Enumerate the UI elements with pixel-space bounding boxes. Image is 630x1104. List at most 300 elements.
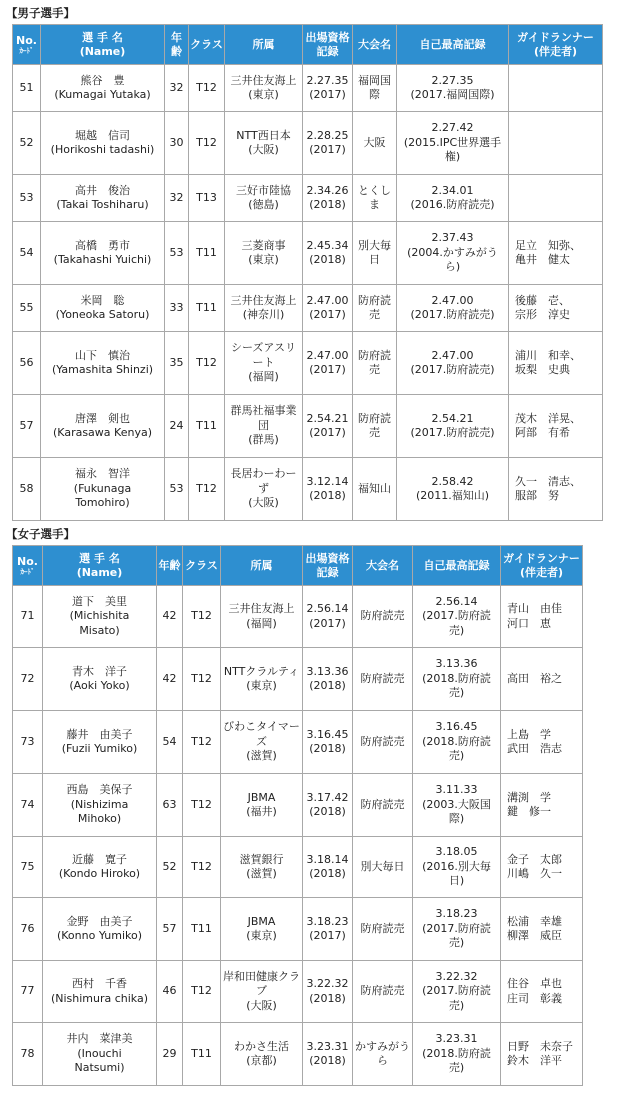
cell-name-line: (Kondo Hiroko) <box>58 867 141 880</box>
cell-qual-line: (2018) <box>309 198 346 211</box>
cell-name-line: 熊谷 豊 <box>80 73 125 87</box>
cell-age-value: 42 <box>162 671 177 685</box>
cell-no-value: 77 <box>20 984 35 998</box>
table-row <box>13 65 603 112</box>
cell-age <box>165 112 189 175</box>
header-no-line: ｶｰﾄﾞ <box>19 46 34 55</box>
header-guide <box>501 546 583 586</box>
cell-qual <box>303 586 353 648</box>
cell-best-line: 2.56.14 <box>435 594 478 608</box>
header-best-line: 自己最高記録 <box>419 37 486 51</box>
cell-name-line: Misato) <box>79 623 120 637</box>
cell-affiliation-line: 三好市陸協 <box>236 183 291 197</box>
cell-no <box>13 222 41 285</box>
cell-best <box>413 961 501 1023</box>
header-no <box>13 25 41 65</box>
cell-affiliation <box>221 648 303 711</box>
cell-best-line: 権) <box>444 150 461 164</box>
header-guide-line: ガイドランナー <box>503 551 580 565</box>
header-qual <box>303 546 353 586</box>
table-row <box>13 112 603 175</box>
cell-name-line: (Michishita <box>69 609 130 623</box>
cell-name <box>41 112 165 175</box>
cell-class <box>183 898 221 961</box>
header-row <box>13 546 583 586</box>
cell-class-value: T12 <box>196 135 217 149</box>
cell-no-value: 56 <box>19 355 34 369</box>
cell-class-value: T12 <box>191 984 212 998</box>
cell-age <box>157 837 183 898</box>
header-class-line: クラス <box>190 37 223 51</box>
cell-name-line: 青木 洋子 <box>72 664 127 678</box>
men-section-title: 【男子選手】 <box>6 6 75 20</box>
cell-event-line: 別大毎 <box>358 238 391 252</box>
cell-affiliation-line: (福岡) <box>248 370 279 384</box>
cell-class <box>183 1023 221 1086</box>
header-guide-line: (伴走者) <box>519 565 564 579</box>
cell-guide-line: 後藤 壱、 <box>515 293 570 307</box>
header-name-line: 選 手 名 <box>82 30 123 44</box>
cell-best-line: 売) <box>448 623 465 637</box>
cell-event <box>353 65 397 112</box>
cell-no <box>13 648 43 711</box>
cell-name-line: (Kumagai Yutaka) <box>54 88 151 101</box>
cell-name-line: 山下 慎治 <box>75 348 130 362</box>
table-row <box>13 586 583 648</box>
cell-name-line: 高井 俊治 <box>75 183 130 197</box>
cell-age-value: 46 <box>162 984 177 998</box>
cell-guide <box>501 648 583 711</box>
header-best-line: 自己最高記録 <box>423 558 490 572</box>
cell-name <box>43 1023 157 1086</box>
header-age <box>165 25 189 65</box>
cell-age <box>157 961 183 1023</box>
header-name-line: 選 手 名 <box>79 551 120 565</box>
cell-best <box>397 332 509 395</box>
header-qual-line: 記録 <box>316 565 339 579</box>
cell-event-line: 防府読 <box>358 293 391 307</box>
cell-best-line: (2004.かすみがう <box>407 245 498 259</box>
cell-no <box>13 961 43 1023</box>
cell-class <box>183 648 221 711</box>
cell-age-value: 53 <box>169 481 184 495</box>
header-event <box>353 25 397 65</box>
cell-name <box>41 395 165 458</box>
cell-name <box>41 175 165 222</box>
cell-best-line: 3.23.31 <box>435 1032 478 1046</box>
cell-guide-line: 高田 裕之 <box>507 671 562 685</box>
cell-qual <box>303 898 353 961</box>
cell-qual-line: (2018) <box>309 805 346 818</box>
cell-affiliation-line: 群馬社福事業 <box>230 404 297 418</box>
header-no-line: ｶｰﾄﾞ <box>20 567 35 576</box>
cell-best-line: 売) <box>448 998 465 1012</box>
cell-name-line: 西島 美保子 <box>66 783 133 797</box>
cell-no <box>13 898 43 961</box>
cell-age <box>157 586 183 648</box>
cell-name-line: 福永 智洋 <box>75 467 130 481</box>
cell-affiliation <box>221 961 303 1023</box>
cell-best <box>413 586 501 648</box>
cell-affiliation-line: (東京) <box>248 253 279 266</box>
header-age <box>157 546 183 586</box>
cell-name <box>43 648 157 711</box>
cell-class-value: T11 <box>196 300 217 314</box>
table-row <box>13 395 603 458</box>
cell-name <box>41 222 165 285</box>
cell-guide-line: 上島 学 <box>507 727 551 741</box>
table-row <box>13 774 583 837</box>
cell-name-line: (Konno Yumiko) <box>56 929 143 942</box>
cell-qual <box>303 458 353 521</box>
header-age-line: 年齢 <box>171 30 182 58</box>
cell-class-value: T12 <box>191 859 212 873</box>
cell-age <box>157 711 183 774</box>
cell-best <box>413 648 501 711</box>
cell-affiliation-line: (東京) <box>246 679 277 692</box>
table-row <box>13 898 583 961</box>
cell-name-line: 近藤 寛子 <box>72 852 127 866</box>
cell-affiliation-line: わかさ生活 <box>234 1039 289 1053</box>
cell-no <box>13 837 43 898</box>
cell-class-value: T13 <box>196 190 217 204</box>
cell-guide-line: 阿部 有希 <box>515 426 570 439</box>
header-name-line: (Name) <box>76 565 123 579</box>
cell-affiliation <box>225 458 303 521</box>
cell-best-line: 2.47.00 <box>431 293 474 307</box>
cell-guide-line: 鍵 修一 <box>507 805 551 818</box>
cell-class <box>189 112 225 175</box>
cell-qual <box>303 774 353 837</box>
cell-best <box>397 395 509 458</box>
header-guide-line: ガイドランナー <box>517 30 594 44</box>
cell-affiliation <box>225 175 303 222</box>
cell-qual-line: 2.47.00 <box>306 293 349 307</box>
cell-qual-line: 2.34.26 <box>306 183 349 197</box>
cell-age <box>165 222 189 285</box>
cell-class-value: T11 <box>196 245 217 259</box>
cell-name-line: Natsumi) <box>74 1061 125 1075</box>
cell-guide-line: 溝渕 学 <box>507 790 551 804</box>
cell-name <box>43 837 157 898</box>
cell-event <box>353 285 397 332</box>
cell-no <box>13 285 41 332</box>
cell-no <box>13 458 41 521</box>
cell-guide-line: 河口 恵 <box>507 616 551 630</box>
header-event-line: 大会名 <box>366 558 399 572</box>
cell-class <box>189 65 225 112</box>
cell-best-line: (2017.防府読売) <box>410 426 495 439</box>
cell-name <box>43 586 157 648</box>
cell-best-line: 3.16.45 <box>435 720 478 734</box>
cell-qual <box>303 837 353 898</box>
cell-affiliation-line: (福岡) <box>246 616 277 630</box>
cell-qual <box>303 1023 353 1086</box>
cell-class <box>183 711 221 774</box>
cell-class-value: T12 <box>196 80 217 94</box>
header-affiliation <box>225 25 303 65</box>
cell-guide-line: 武田 浩志 <box>507 742 562 755</box>
header-affiliation <box>221 546 303 586</box>
cell-best-line: 2.34.01 <box>431 183 474 197</box>
cell-qual <box>303 222 353 285</box>
cell-no <box>13 395 41 458</box>
cell-guide <box>501 898 583 961</box>
cell-class <box>183 837 221 898</box>
cell-guide <box>509 222 603 285</box>
cell-name <box>43 961 157 1023</box>
cell-guide-line: 松浦 幸雄 <box>507 914 562 928</box>
cell-age-value: 32 <box>169 80 184 94</box>
header-qual <box>303 25 353 65</box>
cell-best <box>413 898 501 961</box>
cell-best-line: 3.22.32 <box>435 969 478 983</box>
header-qual-line: 出場資格 <box>305 30 350 44</box>
cell-best-line: 2.47.00 <box>431 348 474 362</box>
cell-guide <box>501 586 583 648</box>
cell-event-line: かすみがう <box>355 1039 410 1053</box>
cell-class-value: T11 <box>196 418 217 432</box>
cell-guide <box>509 175 603 222</box>
cell-qual-line: 2.45.34 <box>306 238 349 252</box>
table-row <box>13 222 603 285</box>
cell-no-value: 76 <box>20 921 35 935</box>
cell-affiliation-line: (東京) <box>248 88 279 101</box>
cell-guide-line: 鈴木 洋平 <box>507 1054 562 1067</box>
cell-no <box>13 586 43 648</box>
header-row <box>13 25 603 65</box>
cell-name-line: 唐澤 剣也 <box>75 411 130 425</box>
cell-qual-line: 3.16.45 <box>306 727 349 741</box>
cell-no <box>13 1023 43 1086</box>
cell-best-line: 売) <box>448 749 465 763</box>
cell-affiliation-line: (京都) <box>246 1054 277 1067</box>
cell-guide-line: 浦川 和幸、 <box>515 348 581 362</box>
header-age-line: 年齢 <box>158 558 181 572</box>
cell-event <box>353 774 413 837</box>
cell-guide-line: 柳澤 威臣 <box>507 929 562 942</box>
cell-affiliation-line: (神奈川) <box>242 308 285 321</box>
header-name <box>41 25 165 65</box>
header-best <box>397 25 509 65</box>
cell-name <box>41 458 165 521</box>
cell-no <box>13 332 41 395</box>
cell-class-value: T12 <box>196 355 217 369</box>
cell-qual-line: 3.18.23 <box>306 914 349 928</box>
cell-age-value: 30 <box>169 135 184 149</box>
cell-class-value: T12 <box>191 797 212 811</box>
cell-best-line: (2017.福岡国際) <box>410 88 495 101</box>
cell-name-line: (Aoki Yoko) <box>69 679 130 692</box>
cell-guide-line: 久一 清志、 <box>515 474 581 488</box>
cell-name-line: 高橋 勇市 <box>75 238 130 252</box>
cell-qual-line: 3.17.42 <box>306 790 349 804</box>
cell-best <box>397 175 509 222</box>
header-event <box>353 546 413 586</box>
header-name-line: (Name) <box>79 44 126 58</box>
cell-affiliation-line: 団 <box>258 418 269 432</box>
cell-best-line: (2011.福知山) <box>415 489 490 502</box>
cell-name <box>43 711 157 774</box>
header-guide-line: (伴走者) <box>533 44 578 58</box>
table-row <box>13 837 583 898</box>
table-row <box>13 648 583 711</box>
cell-class <box>189 175 225 222</box>
cell-name <box>41 332 165 395</box>
cell-affiliation <box>225 222 303 285</box>
cell-no <box>13 65 41 112</box>
cell-age-value: 54 <box>162 734 177 748</box>
cell-class-value: T12 <box>196 481 217 495</box>
cell-guide-line: 足立 知弥、 <box>515 238 581 252</box>
cell-affiliation <box>221 774 303 837</box>
cell-guide-line: 服部 努 <box>515 489 559 502</box>
cell-no <box>13 774 43 837</box>
cell-name-line: 藤井 由美子 <box>66 727 133 741</box>
cell-best-line: (2016.防府読売) <box>410 198 495 211</box>
cell-qual-line: (2018) <box>309 867 346 880</box>
cell-affiliation-line: 長居わーわー <box>230 467 297 481</box>
cell-qual-line: 3.12.14 <box>306 474 349 488</box>
cell-affiliation-line: 三菱商事 <box>241 238 286 252</box>
cell-event-line: 際 <box>369 88 380 101</box>
header-best <box>413 546 501 586</box>
cell-qual-line: (2018) <box>309 489 346 502</box>
cell-age-value: 24 <box>169 418 184 432</box>
cell-affiliation-line: JBMA <box>247 914 276 928</box>
cell-name-line: (Inouchi <box>77 1046 122 1060</box>
cell-best <box>397 222 509 285</box>
header-event-line: 大会名 <box>358 37 391 51</box>
cell-best-line: (2017.防府読 <box>422 609 491 623</box>
cell-event <box>353 332 397 395</box>
cell-best-line: 売) <box>448 936 465 950</box>
cell-no-value: 52 <box>19 135 34 149</box>
cell-best-line: 2.27.35 <box>431 73 474 87</box>
cell-affiliation-line: (大阪) <box>248 143 279 156</box>
cell-affiliation-line: NTTクラルティ <box>223 664 300 678</box>
cell-event <box>353 961 413 1023</box>
cell-qual-line: 2.28.25 <box>306 128 349 142</box>
cell-qual-line: 3.22.32 <box>306 977 349 990</box>
cell-qual <box>303 711 353 774</box>
cell-best-line: 2.37.43 <box>431 231 474 245</box>
cell-best-line: (2017.防府読売) <box>410 363 495 376</box>
cell-no-value: 75 <box>20 859 35 873</box>
cell-guide <box>509 458 603 521</box>
cell-affiliation-line: ズ <box>256 734 267 748</box>
cell-best-line: 3.18.05 <box>435 845 478 859</box>
cell-affiliation-line: 三井住友海上 <box>228 602 295 615</box>
cell-best <box>413 774 501 837</box>
cell-qual <box>303 65 353 112</box>
cell-guide-line: 茂木 洋晃、 <box>515 411 581 425</box>
cell-event-line: 福岡国 <box>358 73 391 87</box>
cell-event-line: 防府読売 <box>360 921 405 935</box>
cell-event <box>353 648 413 711</box>
cell-best-line: 3.11.33 <box>435 783 478 797</box>
cell-qual-line: 3.23.31 <box>306 1039 349 1053</box>
cell-event <box>353 222 397 285</box>
cell-qual-line: 2.54.21 <box>306 411 349 425</box>
cell-age-value: 29 <box>162 1046 177 1060</box>
cell-class <box>189 222 225 285</box>
cell-name-line: 道下 美里 <box>72 594 127 608</box>
cell-guide <box>501 1023 583 1086</box>
cell-age <box>157 1023 183 1086</box>
cell-no-value: 53 <box>19 190 34 204</box>
cell-best-line: 2.27.42 <box>431 121 474 135</box>
cell-name-line: Mihoko) <box>77 812 122 826</box>
cell-event <box>353 112 397 175</box>
cell-best <box>413 1023 501 1086</box>
cell-qual <box>303 395 353 458</box>
cell-no <box>13 711 43 774</box>
cell-no <box>13 175 41 222</box>
cell-no-value: 74 <box>20 797 35 811</box>
cell-no-value: 55 <box>19 300 34 314</box>
cell-affiliation-line: ブ <box>256 984 267 998</box>
men-roster-table <box>12 24 603 521</box>
cell-event-line: 防府読売 <box>360 671 405 685</box>
cell-event <box>353 175 397 222</box>
cell-event <box>353 711 413 774</box>
cell-no-value: 57 <box>19 418 34 432</box>
cell-age <box>157 648 183 711</box>
cell-name-line: (Takahashi Yuichi) <box>53 253 152 266</box>
cell-qual <box>303 961 353 1023</box>
cell-best <box>397 458 509 521</box>
cell-affiliation-line: JBMA <box>247 790 276 804</box>
cell-affiliation <box>225 112 303 175</box>
cell-age-value: 32 <box>169 190 184 204</box>
cell-affiliation-line: シーズアスリ <box>230 341 296 355</box>
cell-best <box>413 711 501 774</box>
cell-guide <box>501 837 583 898</box>
cell-best-line: (2017.防府読売) <box>410 308 495 321</box>
cell-qual-line: (2017) <box>309 929 346 942</box>
cell-name <box>41 65 165 112</box>
cell-guide <box>509 395 603 458</box>
cell-qual-line: 2.56.14 <box>306 602 349 615</box>
cell-event <box>353 458 397 521</box>
cell-class-value: T12 <box>191 671 212 685</box>
table-row <box>13 285 603 332</box>
cell-qual-line: (2017) <box>309 426 346 439</box>
cell-name-line: (Nishizima <box>70 797 129 811</box>
cell-class <box>189 285 225 332</box>
cell-name-line: 金野 由美子 <box>66 914 133 928</box>
cell-best-line: ら) <box>444 260 461 274</box>
cell-qual <box>303 648 353 711</box>
cell-age <box>157 898 183 961</box>
cell-age-value: 35 <box>169 355 184 369</box>
cell-age-value: 63 <box>162 797 177 811</box>
cell-qual-line: 3.18.14 <box>306 852 349 866</box>
cell-age-value: 52 <box>162 859 177 873</box>
cell-best-line: 3.13.36 <box>435 657 478 671</box>
cell-best-line: 日) <box>448 874 465 888</box>
cell-no-value: 78 <box>20 1046 35 1060</box>
cell-name <box>41 285 165 332</box>
header-guide <box>509 25 603 65</box>
table-row <box>13 175 603 222</box>
cell-class <box>183 774 221 837</box>
cell-guide-line: 住谷 卓也 <box>507 977 562 990</box>
cell-event-line: 防府読売 <box>360 797 405 811</box>
table-row <box>13 458 603 521</box>
cell-best-line: 売) <box>448 1061 465 1075</box>
